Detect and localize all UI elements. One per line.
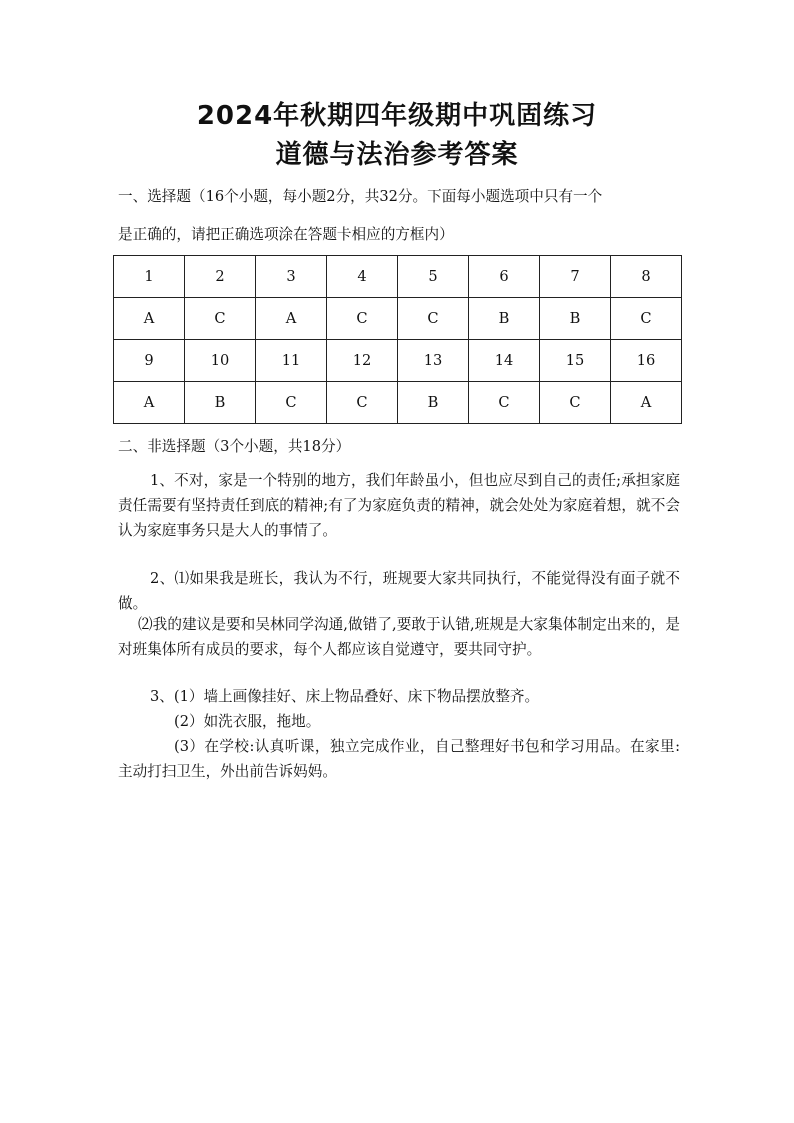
question-number-cell: 4	[327, 256, 398, 298]
section2-heading: 二、非选择题（3个小题，共18分）	[118, 438, 351, 455]
question-number-row	[114, 340, 682, 382]
question-number-cell: 14	[469, 340, 540, 382]
question-number-cell: 8	[611, 256, 682, 298]
answer-q3-part2: (2）如洗衣服，拖地。	[174, 713, 321, 730]
answer-cell: B	[469, 298, 540, 340]
question-number-cell: 6	[469, 256, 540, 298]
answer-cell: C	[398, 298, 469, 340]
answer-cell: C	[540, 382, 611, 424]
answer-cell: C	[256, 382, 327, 424]
title-line-1: 2024年秋期四年级期中巩固练习	[196, 101, 598, 131]
answer-cell: C	[327, 382, 398, 424]
question-number-cell: 3	[256, 256, 327, 298]
question-number-cell: 10	[185, 340, 256, 382]
answer-q1: 1、不对，家是一个特别的地方，我们年龄虽小，但也应尽到自己的责任;承担家庭责任需要有坚持责任到底的精神;有了为家庭负责的精神，就会处处为家庭着想，就不会认为家庭事务只是大人的事情了。	[118, 472, 680, 539]
question-number-cell: 13	[398, 340, 469, 382]
answer-row	[114, 298, 682, 340]
question-number-row	[114, 256, 682, 298]
answer-cell: B	[185, 382, 256, 424]
title-line-2: 道德与法治参考答案	[275, 140, 519, 170]
question-number-cell: 2	[185, 256, 256, 298]
question-number-cell: 5	[398, 256, 469, 298]
answer-q3-part1: 3、(1）墙上画像挂好、床上物品叠好、床下物品摆放整齐。	[150, 688, 540, 705]
answer-cell: A	[114, 298, 185, 340]
question-number-cell: 12	[327, 340, 398, 382]
answer-row	[114, 382, 682, 424]
answer-cell: A	[256, 298, 327, 340]
question-number-cell: 9	[114, 340, 185, 382]
question-number-cell: 7	[540, 256, 611, 298]
answer-q2-part1: 2、⑴如果我是班长，我认为不行，班规要大家共同执行，不能觉得没有面子就不做。	[118, 570, 680, 612]
answer-cell: C	[611, 298, 682, 340]
answer-cell: B	[540, 298, 611, 340]
question-number-cell: 15	[540, 340, 611, 382]
answer-cell: B	[398, 382, 469, 424]
section1-instruction-line2: 是正确的，请把正确选项涂在答题卡相应的方框内）	[118, 226, 454, 243]
answer-cell: C	[469, 382, 540, 424]
answer-q2-part2: ⑵我的建议是要和吴林同学沟通,做错了,要敢于认错,班规是大家集体制定出来的，是对班集体所有成员的要求，每个人都应该自觉遵守，要共同守护。	[118, 616, 680, 658]
answer-cell: A	[611, 382, 682, 424]
answer-table	[113, 255, 682, 424]
answer-cell: C	[327, 298, 398, 340]
answer-cell: C	[185, 298, 256, 340]
question-number-cell: 16	[611, 340, 682, 382]
question-number-cell: 1	[114, 256, 185, 298]
answer-cell: A	[114, 382, 185, 424]
question-number-cell: 11	[256, 340, 327, 382]
answer-q3-part3: (3）在学校:认真听课，独立完成作业，自己整理好书包和学习用品。在家里:主动打扫卫生，外出前告诉妈妈。	[118, 738, 680, 780]
section1-instruction-line1: 一、选择题（16个小题，每小题2分，共32分。下面每小题选项中只有一个	[118, 188, 603, 205]
